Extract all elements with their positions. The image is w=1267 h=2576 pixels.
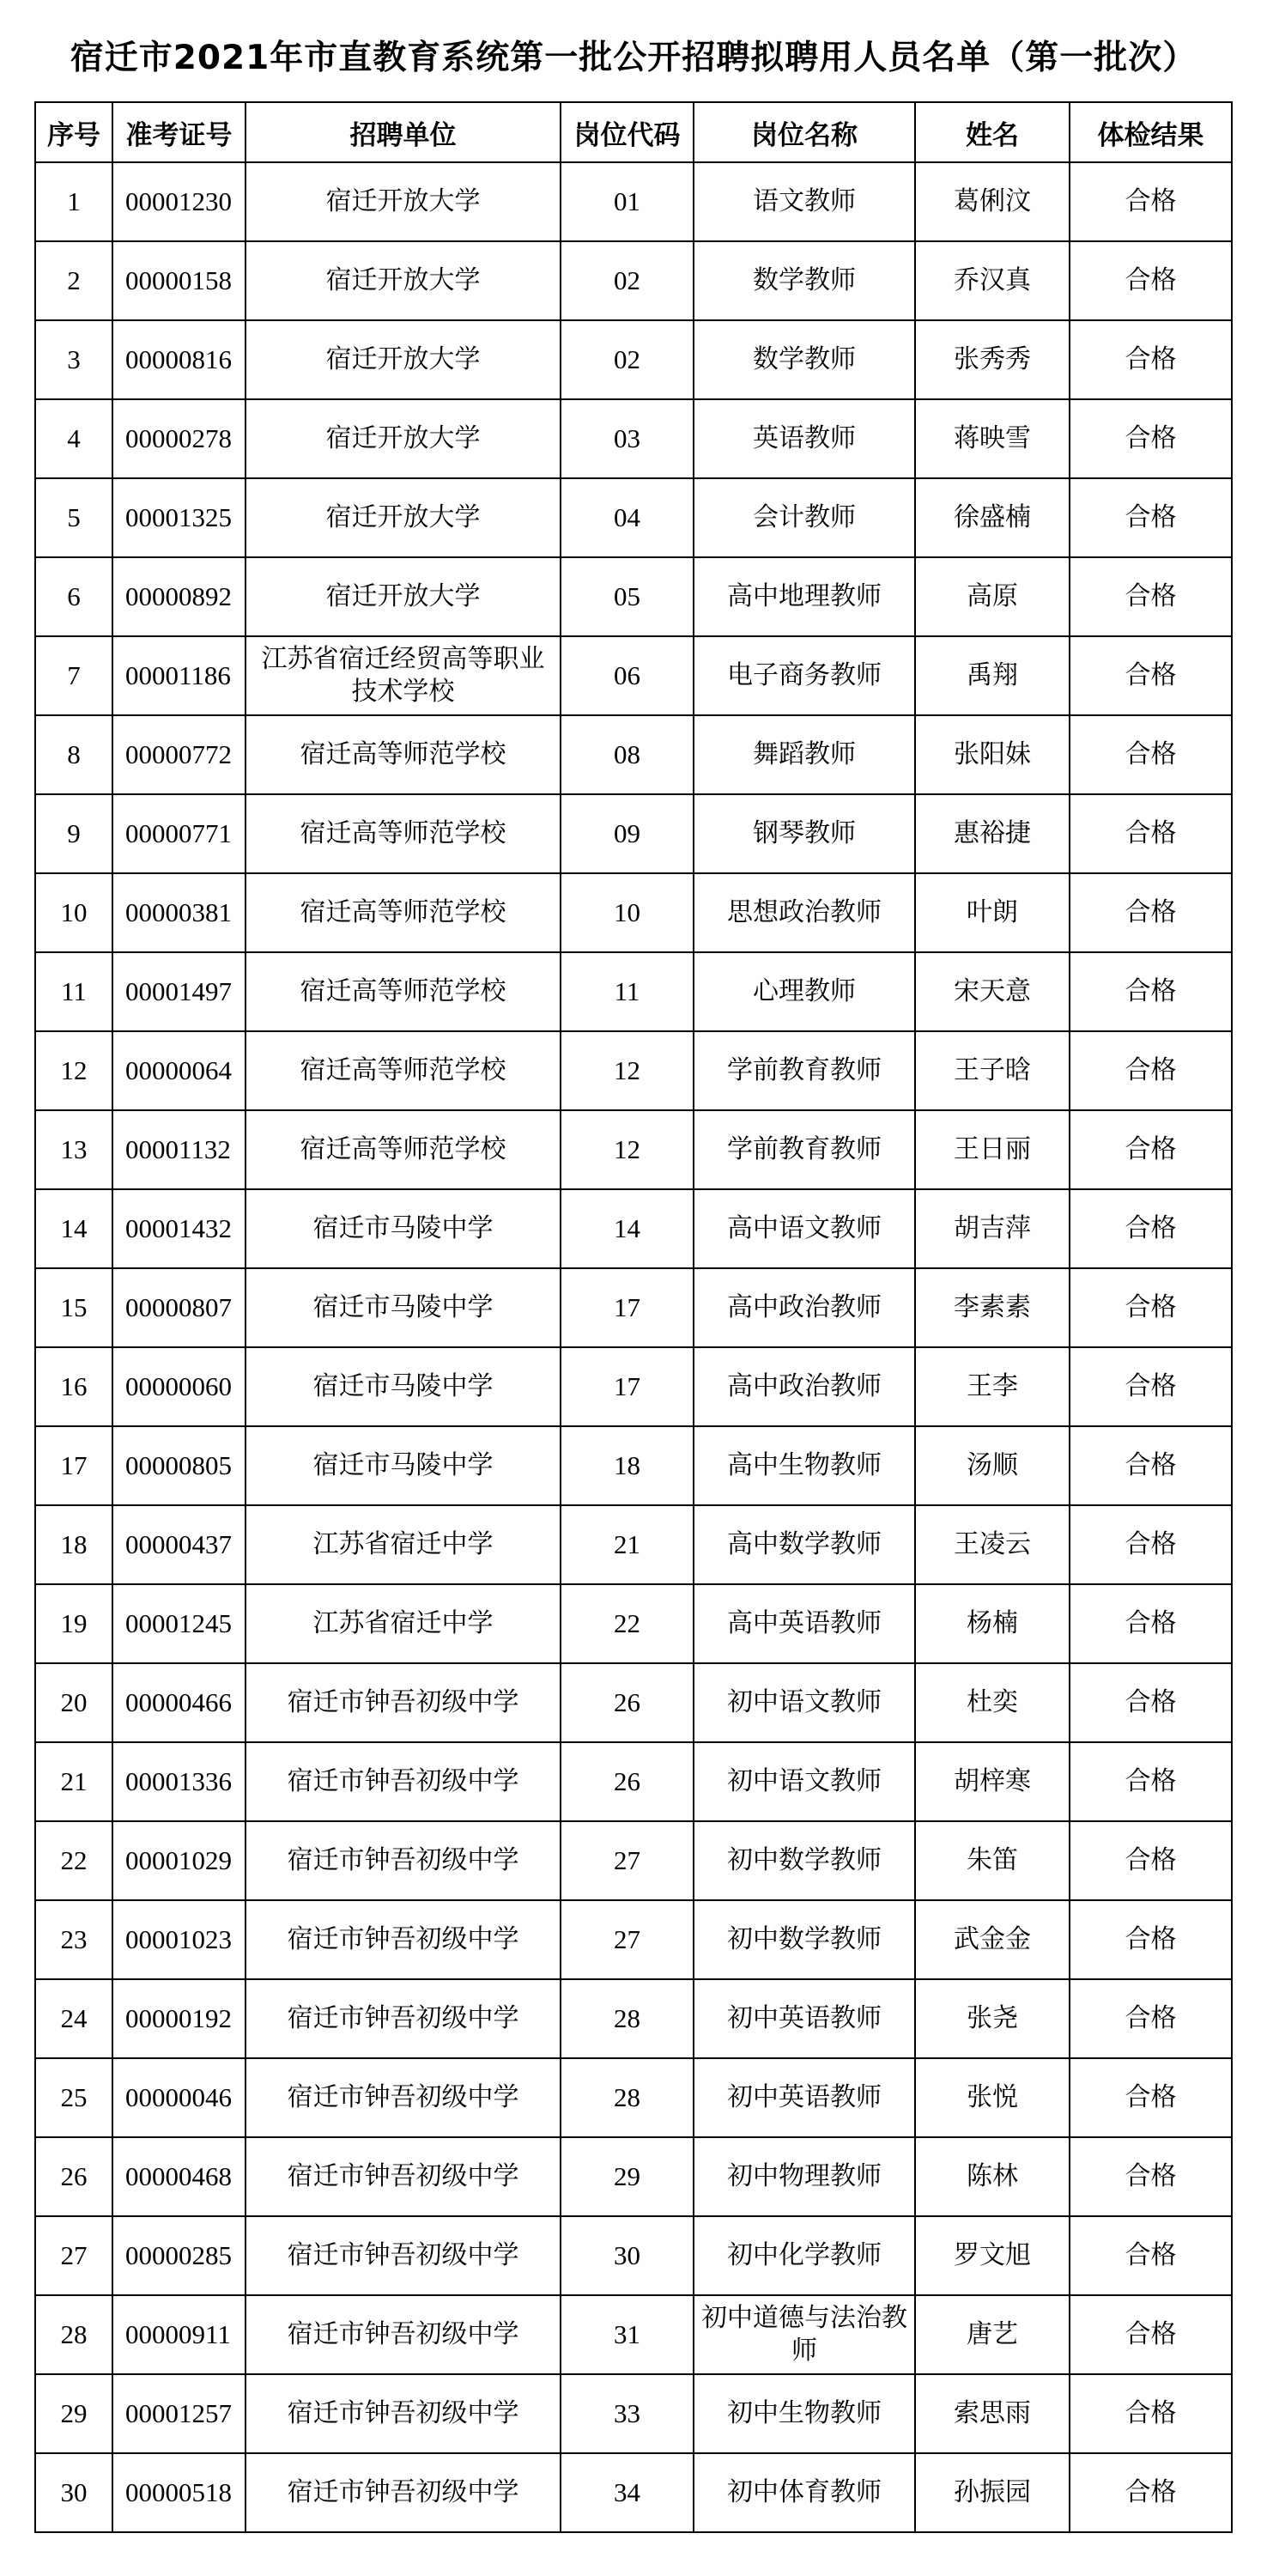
header-row [35,102,1232,162]
cell-position-name: 初中语文教师 [694,1742,915,1821]
cell-exam-number: 00001497 [112,952,246,1031]
table-row [35,241,1232,320]
cell-index: 7 [35,636,112,715]
cell-exam-result: 合格 [1070,2216,1232,2295]
cell-exam-number: 00000466 [112,1663,246,1742]
cell-exam-number: 00000772 [112,715,246,794]
table-header [35,102,1232,162]
cell-employer: 宿迁高等师范学校 [246,715,561,794]
cell-exam-result: 合格 [1070,320,1232,399]
cell-exam-number: 00001230 [112,162,246,241]
cell-exam-result: 合格 [1070,1505,1232,1584]
cell-name: 朱笛 [915,1821,1070,1900]
cell-position-name: 初中英语教师 [694,1979,915,2058]
cell-exam-result: 合格 [1070,1347,1232,1426]
cell-name: 武金金 [915,1900,1070,1979]
cell-name: 索思雨 [915,2374,1070,2453]
cell-position-code: 22 [561,1584,694,1663]
cell-exam-result: 合格 [1070,1110,1232,1189]
cell-index: 6 [35,557,112,636]
table-row [35,2453,1232,2532]
cell-position-name: 高中政治教师 [694,1347,915,1426]
cell-name: 胡吉萍 [915,1189,1070,1268]
cell-index: 29 [35,2374,112,2453]
cell-employer: 宿迁开放大学 [246,241,561,320]
cell-exam-number: 00000468 [112,2137,246,2216]
cell-exam-result: 合格 [1070,162,1232,241]
cell-index: 12 [35,1031,112,1110]
table-row [35,1189,1232,1268]
cell-position-name: 初中英语教师 [694,2058,915,2137]
cell-index: 2 [35,241,112,320]
cell-position-name: 初中道德与法治教师 [694,2295,915,2374]
cell-index: 8 [35,715,112,794]
cell-position-code: 14 [561,1189,694,1268]
cell-exam-result: 合格 [1070,873,1232,952]
cell-name: 徐盛楠 [915,478,1070,557]
cell-employer: 宿迁高等师范学校 [246,794,561,873]
cell-position-name: 初中语文教师 [694,1663,915,1742]
cell-exam-number: 00000437 [112,1505,246,1584]
cell-position-code: 12 [561,1031,694,1110]
cell-exam-result: 合格 [1070,241,1232,320]
cell-exam-number: 00000911 [112,2295,246,2374]
cell-position-name: 英语教师 [694,399,915,478]
cell-exam-result: 合格 [1070,2295,1232,2374]
cell-exam-number: 00001245 [112,1584,246,1663]
cell-position-name: 舞蹈教师 [694,715,915,794]
cell-position-code: 09 [561,794,694,873]
cell-position-code: 26 [561,1742,694,1821]
cell-index: 20 [35,1663,112,1742]
table-row [35,478,1232,557]
cell-exam-result: 合格 [1070,478,1232,557]
cell-position-code: 27 [561,1821,694,1900]
cell-position-code: 11 [561,952,694,1031]
cell-name: 张尧 [915,1979,1070,2058]
cell-index: 10 [35,873,112,952]
hiring-roster-table [34,101,1233,2533]
cell-index: 27 [35,2216,112,2295]
cell-index: 24 [35,1979,112,2058]
cell-name: 宋天意 [915,952,1070,1031]
column-header-employer: 招聘单位 [246,102,561,162]
cell-position-name: 初中物理教师 [694,2137,915,2216]
cell-position-code: 18 [561,1426,694,1505]
cell-exam-number: 00001023 [112,1900,246,1979]
cell-position-code: 17 [561,1268,694,1347]
cell-position-name: 高中地理教师 [694,557,915,636]
cell-name: 禹翔 [915,636,1070,715]
cell-exam-number: 00001132 [112,1110,246,1189]
cell-exam-result: 合格 [1070,1900,1232,1979]
cell-employer: 江苏省宿迁中学 [246,1505,561,1584]
cell-name: 罗文旭 [915,2216,1070,2295]
cell-name: 唐艺 [915,2295,1070,2374]
cell-index: 15 [35,1268,112,1347]
cell-index: 14 [35,1189,112,1268]
cell-name: 胡梓寒 [915,1742,1070,1821]
cell-position-code: 04 [561,478,694,557]
cell-exam-number: 00001336 [112,1742,246,1821]
table-row [35,1110,1232,1189]
table-row [35,1900,1232,1979]
cell-index: 18 [35,1505,112,1584]
column-header-position-code: 岗位代码 [561,102,694,162]
cell-employer: 宿迁市钟吾初级中学 [246,2295,561,2374]
cell-position-code: 27 [561,1900,694,1979]
cell-exam-number: 00000381 [112,873,246,952]
cell-position-code: 10 [561,873,694,952]
cell-name: 杜奕 [915,1663,1070,1742]
cell-index: 5 [35,478,112,557]
cell-exam-result: 合格 [1070,952,1232,1031]
cell-exam-number: 00000046 [112,2058,246,2137]
cell-employer: 宿迁开放大学 [246,478,561,557]
cell-exam-number: 00000805 [112,1426,246,1505]
table-row [35,2137,1232,2216]
cell-index: 3 [35,320,112,399]
cell-exam-result: 合格 [1070,2058,1232,2137]
cell-position-code: 03 [561,399,694,478]
cell-exam-result: 合格 [1070,1031,1232,1110]
cell-name: 李素素 [915,1268,1070,1347]
cell-employer: 宿迁市钟吾初级中学 [246,2453,561,2532]
cell-employer: 宿迁高等师范学校 [246,1110,561,1189]
cell-exam-result: 合格 [1070,557,1232,636]
cell-position-code: 02 [561,320,694,399]
cell-position-code: 08 [561,715,694,794]
cell-exam-result: 合格 [1070,1663,1232,1742]
cell-position-code: 06 [561,636,694,715]
table-row [35,715,1232,794]
cell-employer: 宿迁市马陵中学 [246,1426,561,1505]
column-header-index: 序号 [35,102,112,162]
cell-name: 孙振园 [915,2453,1070,2532]
cell-index: 22 [35,1821,112,1900]
table-row [35,1347,1232,1426]
cell-index: 23 [35,1900,112,1979]
cell-exam-number: 00000060 [112,1347,246,1426]
cell-employer: 宿迁市马陵中学 [246,1347,561,1426]
table-row [35,1505,1232,1584]
cell-employer: 江苏省宿迁中学 [246,1584,561,1663]
cell-position-code: 30 [561,2216,694,2295]
cell-exam-number: 00000278 [112,399,246,478]
cell-position-name: 高中政治教师 [694,1268,915,1347]
cell-position-code: 21 [561,1505,694,1584]
cell-employer: 宿迁开放大学 [246,162,561,241]
cell-position-name: 初中生物教师 [694,2374,915,2453]
cell-index: 21 [35,1742,112,1821]
cell-exam-number: 00001325 [112,478,246,557]
cell-exam-number: 00001257 [112,2374,246,2453]
cell-index: 28 [35,2295,112,2374]
column-header-name: 姓名 [915,102,1070,162]
cell-exam-number: 00001186 [112,636,246,715]
table-row [35,636,1232,715]
table-row [35,1426,1232,1505]
cell-position-name: 初中化学教师 [694,2216,915,2295]
cell-employer: 宿迁市钟吾初级中学 [246,1900,561,1979]
cell-position-name: 初中体育教师 [694,2453,915,2532]
cell-name: 张秀秀 [915,320,1070,399]
cell-exam-result: 合格 [1070,715,1232,794]
cell-name: 张悦 [915,2058,1070,2137]
cell-position-name: 高中数学教师 [694,1505,915,1584]
cell-exam-number: 00001432 [112,1189,246,1268]
cell-exam-number: 00000892 [112,557,246,636]
cell-employer: 江苏省宿迁经贸高等职业技术学校 [246,636,561,715]
cell-position-code: 28 [561,1979,694,2058]
cell-position-code: 29 [561,2137,694,2216]
cell-employer: 宿迁市钟吾初级中学 [246,1821,561,1900]
cell-employer: 宿迁开放大学 [246,399,561,478]
cell-position-name: 语文教师 [694,162,915,241]
cell-index: 13 [35,1110,112,1189]
cell-exam-number: 00000192 [112,1979,246,2058]
cell-position-code: 17 [561,1347,694,1426]
cell-exam-number: 00000518 [112,2453,246,2532]
cell-exam-number: 00000771 [112,794,246,873]
table-row [35,320,1232,399]
cell-employer: 宿迁市钟吾初级中学 [246,1663,561,1742]
cell-position-name: 电子商务教师 [694,636,915,715]
cell-exam-number: 00000807 [112,1268,246,1347]
cell-position-name: 学前教育教师 [694,1031,915,1110]
table-row [35,873,1232,952]
cell-employer: 宿迁市钟吾初级中学 [246,2216,561,2295]
table-row [35,952,1232,1031]
cell-position-code: 02 [561,241,694,320]
table-row [35,794,1232,873]
cell-index: 26 [35,2137,112,2216]
column-header-exam-result: 体检结果 [1070,102,1232,162]
cell-position-code: 34 [561,2453,694,2532]
table-row [35,1268,1232,1347]
table-row [35,2374,1232,2453]
table-row [35,1584,1232,1663]
cell-employer: 宿迁高等师范学校 [246,952,561,1031]
cell-exam-number: 00001029 [112,1821,246,1900]
cell-name: 王子晗 [915,1031,1070,1110]
cell-position-code: 33 [561,2374,694,2453]
cell-position-name: 学前教育教师 [694,1110,915,1189]
cell-exam-number: 00000285 [112,2216,246,2295]
cell-position-name: 心理教师 [694,952,915,1031]
page-title: 宿迁市2021年市直教育系统第一批公开招聘拟聘用人员名单（第一批次） [70,39,1197,77]
cell-exam-result: 合格 [1070,1426,1232,1505]
table-row [35,2216,1232,2295]
cell-position-name: 高中语文教师 [694,1189,915,1268]
table-row [35,1742,1232,1821]
cell-exam-result: 合格 [1070,1979,1232,2058]
cell-name: 蒋映雪 [915,399,1070,478]
cell-position-name: 钢琴教师 [694,794,915,873]
table-row [35,1663,1232,1742]
cell-exam-number: 00000064 [112,1031,246,1110]
cell-name: 乔汉真 [915,241,1070,320]
cell-employer: 宿迁开放大学 [246,557,561,636]
cell-exam-result: 合格 [1070,2374,1232,2453]
cell-exam-result: 合格 [1070,1821,1232,1900]
cell-name: 叶朗 [915,873,1070,952]
column-header-exam-number: 准考证号 [112,102,246,162]
cell-exam-result: 合格 [1070,2137,1232,2216]
column-header-position-name: 岗位名称 [694,102,915,162]
cell-name: 杨楠 [915,1584,1070,1663]
cell-index: 17 [35,1426,112,1505]
cell-employer: 宿迁市钟吾初级中学 [246,1979,561,2058]
cell-exam-result: 合格 [1070,1742,1232,1821]
cell-employer: 宿迁市钟吾初级中学 [246,1742,561,1821]
cell-position-name: 初中数学教师 [694,1821,915,1900]
cell-exam-result: 合格 [1070,1268,1232,1347]
cell-index: 30 [35,2453,112,2532]
table-row [35,557,1232,636]
cell-position-code: 31 [561,2295,694,2374]
cell-position-name: 数学教师 [694,320,915,399]
table-row [35,1821,1232,1900]
cell-name: 王李 [915,1347,1070,1426]
cell-employer: 宿迁开放大学 [246,320,561,399]
cell-exam-result: 合格 [1070,1584,1232,1663]
table-row [35,162,1232,241]
table-row [35,2295,1232,2374]
table-row [35,2058,1232,2137]
cell-employer: 宿迁市钟吾初级中学 [246,2137,561,2216]
cell-index: 16 [35,1347,112,1426]
table-body [35,162,1232,2532]
cell-exam-number: 00000158 [112,241,246,320]
cell-position-code: 01 [561,162,694,241]
cell-employer: 宿迁市钟吾初级中学 [246,2374,561,2453]
cell-exam-result: 合格 [1070,1189,1232,1268]
cell-exam-result: 合格 [1070,636,1232,715]
cell-exam-result: 合格 [1070,2453,1232,2532]
cell-position-code: 26 [561,1663,694,1742]
cell-position-name: 高中英语教师 [694,1584,915,1663]
cell-index: 11 [35,952,112,1031]
cell-name: 葛俐汶 [915,162,1070,241]
cell-position-name: 初中数学教师 [694,1900,915,1979]
cell-position-name: 思想政治教师 [694,873,915,952]
cell-position-name: 高中生物教师 [694,1426,915,1505]
cell-name: 惠裕捷 [915,794,1070,873]
table-row [35,1031,1232,1110]
cell-position-code: 12 [561,1110,694,1189]
cell-index: 25 [35,2058,112,2137]
cell-name: 高原 [915,557,1070,636]
cell-employer: 宿迁高等师范学校 [246,873,561,952]
table-row [35,399,1232,478]
cell-name: 张阳妹 [915,715,1070,794]
cell-position-name: 数学教师 [694,241,915,320]
cell-exam-result: 合格 [1070,794,1232,873]
cell-name: 陈林 [915,2137,1070,2216]
cell-employer: 宿迁市钟吾初级中学 [246,2058,561,2137]
cell-exam-result: 合格 [1070,399,1232,478]
cell-index: 9 [35,794,112,873]
cell-index: 19 [35,1584,112,1663]
cell-index: 1 [35,162,112,241]
cell-name: 王日丽 [915,1110,1070,1189]
cell-exam-number: 00000816 [112,320,246,399]
table-row [35,1979,1232,2058]
cell-name: 王凌云 [915,1505,1070,1584]
cell-employer: 宿迁市马陵中学 [246,1189,561,1268]
cell-name: 汤顺 [915,1426,1070,1505]
cell-employer: 宿迁高等师范学校 [246,1031,561,1110]
cell-position-name: 会计教师 [694,478,915,557]
cell-index: 4 [35,399,112,478]
cell-position-code: 05 [561,557,694,636]
cell-position-code: 28 [561,2058,694,2137]
cell-employer: 宿迁市马陵中学 [246,1268,561,1347]
